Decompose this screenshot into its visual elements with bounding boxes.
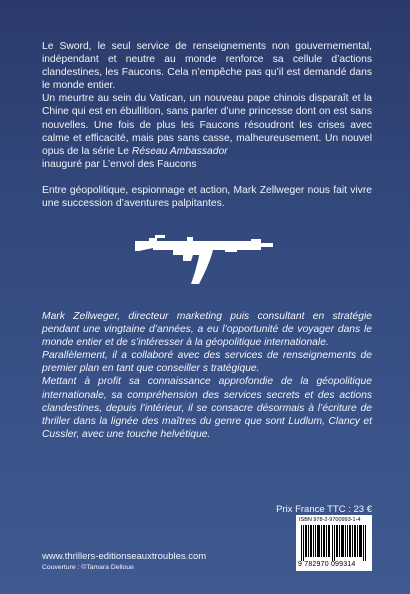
price-label: Prix France TTC : 23 € bbox=[276, 504, 372, 515]
website-url: www.thrillers-editionseauxtroubles.com bbox=[42, 551, 207, 562]
series-title: Réseau Ambassador bbox=[131, 145, 228, 157]
barcode-number: 9 782970 099314 bbox=[298, 561, 356, 568]
bio-paragraph-2: Parallèlement, il a collaboré avec des services de renseignements de premier plan en tant que conseiller s tratégique. bbox=[42, 350, 372, 375]
blurb-paragraph-2-text: Un meurtre au sein du Vatican, un nouveau pape chinois disparaît et la Chine qui est en ébullition, sans parler d’une princesse dont on est sans nouvelles. Une fois de plus les Faucons résoudront les crises avec calme et efficacité, mais pas sans casse, malheureusement. Un nouvel opus de la série Le bbox=[42, 93, 372, 157]
submachine-gun-icon bbox=[133, 228, 283, 290]
blurb-paragraph-3: Entre géopolitique, espionnage et action, Mark Zellweger nous fait vivre une succession d’aventures palpitantes. bbox=[42, 184, 372, 210]
bio-paragraph-1: Mark Zellweger, directeur marketing puis consultant en stratégie pendant une vingtaine d’années, a eu l’opportunité de voyager dans le monde entier et de s’intéresser à la géopolitique internationale. bbox=[42, 311, 372, 349]
blurb-paragraph-1: Le Sword, le seul service de renseignements non gouvernemental, indépendant et neutre au monde renforce sa cellule d’actions clandestines, les Faucons. Cela n’empêche pas qu’il est demandé dans le monde entier. bbox=[42, 41, 372, 92]
isbn-barcode-block bbox=[296, 515, 372, 571]
cover-credit: Couverture : ©Tamara Delloue bbox=[42, 564, 134, 571]
blurb-paragraph-2-end: inauguré par L’envol des Faucons bbox=[42, 158, 197, 170]
blurb-paragraph-2 bbox=[42, 92, 372, 171]
bio-paragraph-3: Mettant à profit sa connaissance approfondie de la géopolitique internationale, sa compréhension des services secrets et des actions clandestines, depuis l’intérieur, il se consacre désormais à l’écriture de thriller dans la lignée des maîtres du genre que sont Ludlum, Clancy et Cussler, avec une touche helvétique. bbox=[42, 376, 372, 440]
barcode-icon bbox=[299, 525, 369, 561]
isbn-text: ISBN 978-2-9700993-1-4 bbox=[299, 517, 361, 523]
author-bio bbox=[42, 310, 372, 441]
back-cover-blurb bbox=[42, 40, 372, 210]
